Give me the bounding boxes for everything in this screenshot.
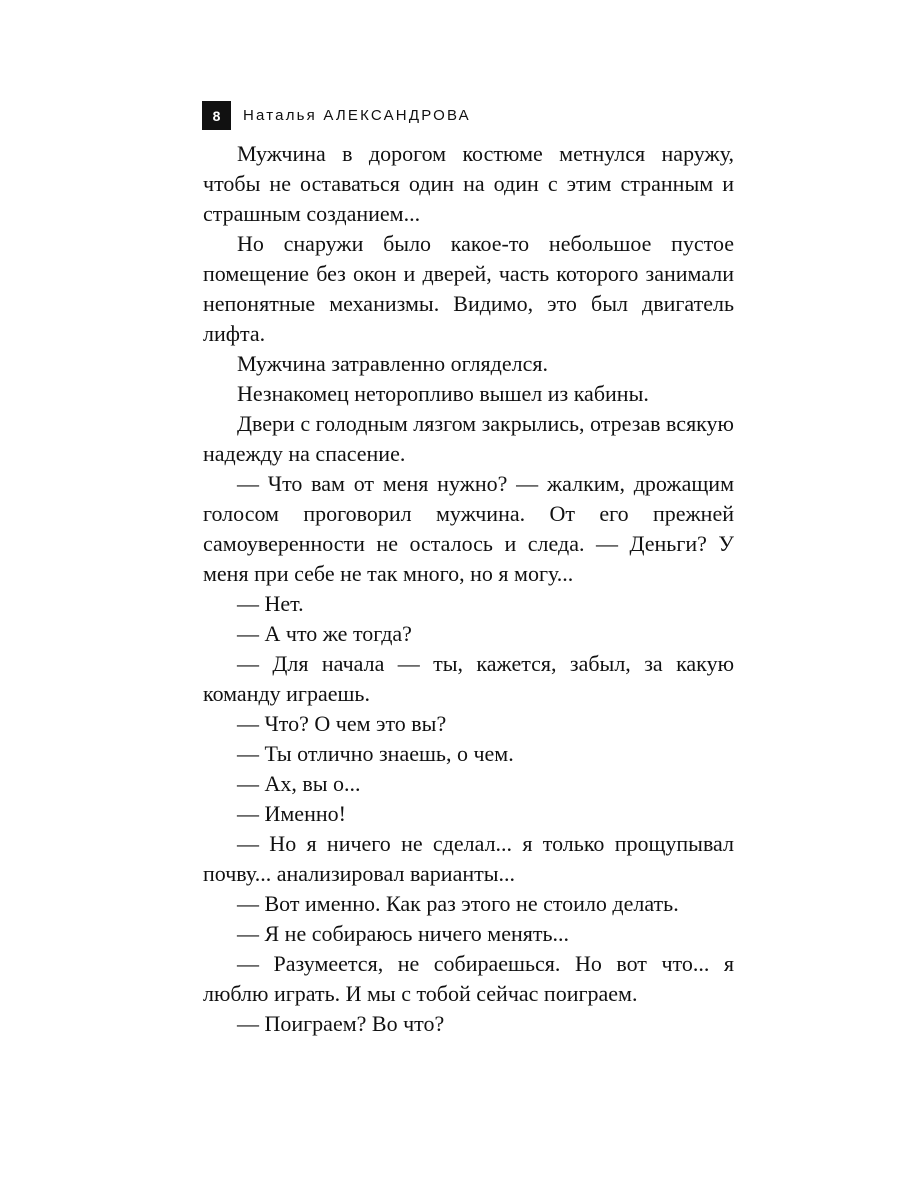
paragraph: Двери с голодным лязгом закрылись, отрезав всякую надежду на спасение.: [203, 411, 734, 466]
body-text: [203, 139, 734, 1039]
paragraph: Но снаружи было какое-то небольшое пустое помещение без окон и дверей, часть которого занимали непонятные механизмы. Видимо, это был двигатель лифта.: [203, 231, 734, 346]
paragraph: — Для начала — ты, кажется, забыл, за какую команду играешь.: [203, 651, 734, 706]
paragraph: — Что? О чем это вы?: [237, 711, 447, 736]
paragraph: Мужчина в дорогом костюме метнулся наружу, чтобы не оставаться один на один с этим странным и страшным созданием...: [203, 141, 734, 226]
paragraph: — Именно!: [237, 801, 346, 826]
paragraph: — Что вам от меня нужно? — жалким, дрожащим голосом проговорил мужчина. От его прежней самоуверенности не осталось и следа. — Деньги? У меня при себе не так много, но я могу...: [203, 471, 734, 586]
paragraph: — Поиграем? Во что?: [237, 1011, 445, 1036]
page-number: 8: [202, 101, 231, 130]
author-name: Наталья АЛЕКСАНДРОВА: [243, 107, 471, 124]
running-header: [202, 101, 471, 130]
paragraph: — Ты отлично знаешь, о чем.: [237, 741, 514, 766]
paragraph: Мужчина затравленно огляделся.: [237, 351, 548, 376]
paragraph: — Нет.: [237, 591, 304, 616]
paragraph: Незнакомец неторопливо вышел из кабины.: [237, 381, 649, 406]
paragraph: — А что же тогда?: [237, 621, 412, 646]
paragraph: — Ах, вы о...: [237, 771, 361, 796]
paragraph: — Вот именно. Как раз этого не стоило делать.: [237, 891, 679, 916]
paragraph: — Но я ничего не сделал... я только прощупывал почву... анализировал варианты...: [203, 831, 734, 886]
paragraph: — Разумеется, не собираешься. Но вот что... я люблю играть. И мы с тобой сейчас поиграем.: [203, 951, 734, 1006]
paragraph: — Я не собираюсь ничего менять...: [237, 921, 570, 946]
